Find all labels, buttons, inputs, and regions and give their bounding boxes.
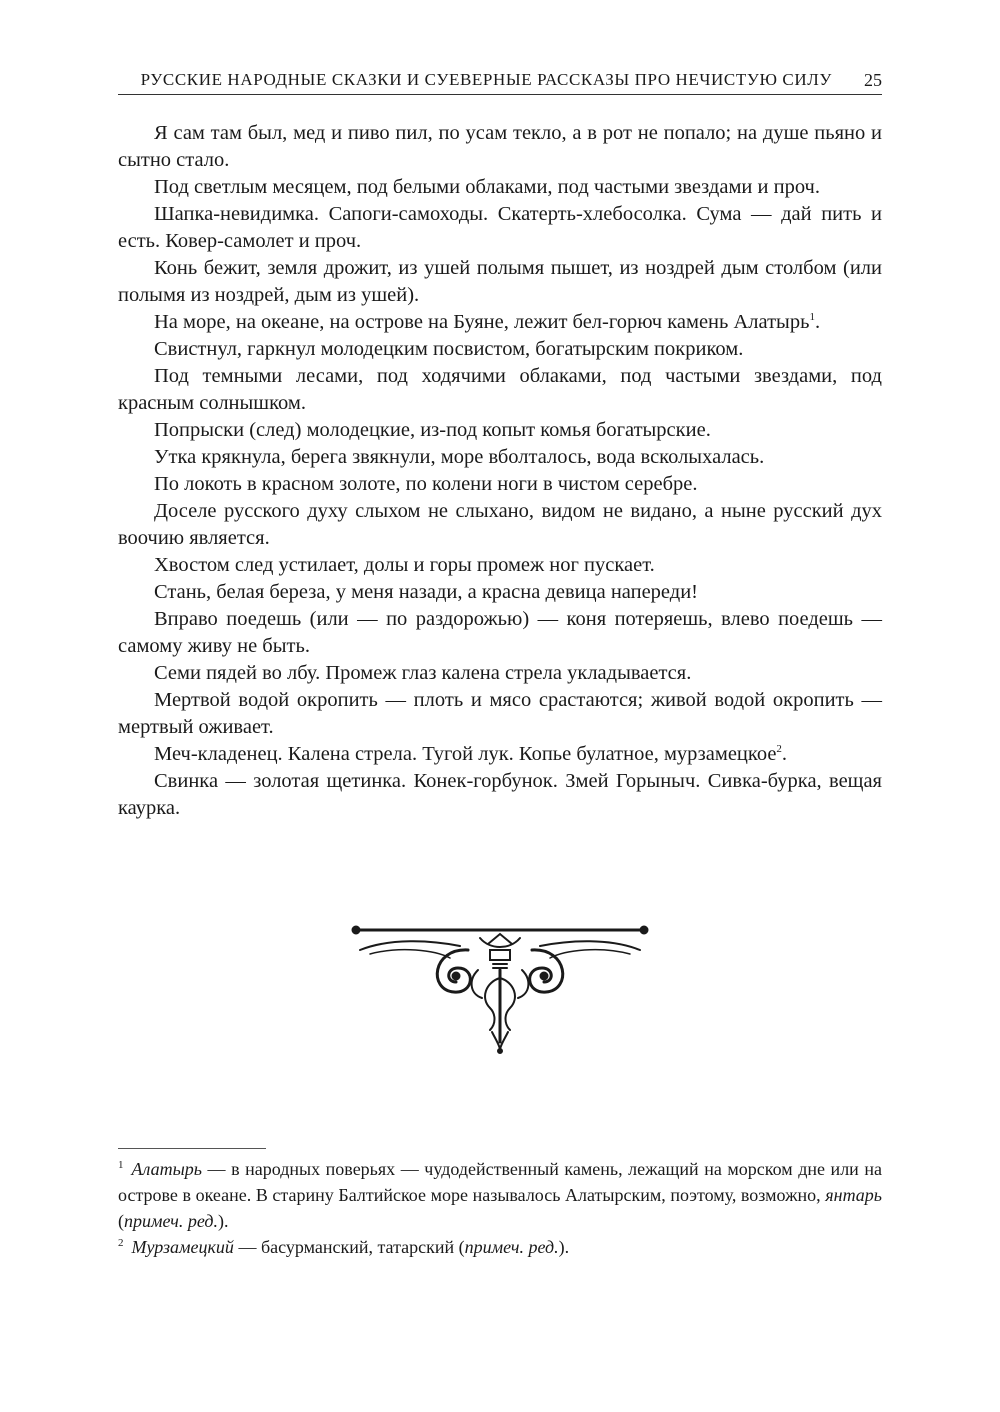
running-title: РУССКИЕ НАРОДНЫЕ СКАЗКИ И СУЕВЕРНЫЕ РАССКАЗЫ ПРО НЕЧИСТУЮ СИЛУ: [140, 70, 832, 89]
footnote: $^1$ Алатырь — в народных поверьях — чудодейственный камень, лежащий на морском дне или на острове в океане. В старину Балтийское море называлось Алатырским, поэтому, возможно, янтарь (примеч. ред.).: [118, 1159, 882, 1231]
paragraph: Попрыски (след) молодецкие, из-под копыт комья богатырские.: [154, 419, 711, 441]
paragraph: Свинка — золотая щетинка. Конек-горбунок. Змей Горыныч. Сивка-бурка, вещая каурка.: [118, 770, 882, 819]
footnote-ref[interactable]: 1: [809, 311, 815, 324]
paragraph: Доселе русского духу слыхом не слыхано, видом не видано, а ныне русский дух воочию является.: [118, 500, 882, 549]
paragraph: По локоть в красном золоте, по колени ноги в чистом серебре.: [154, 473, 698, 495]
paragraph: Хвостом след устилает, долы и горы промеж ног пускает.: [154, 554, 655, 576]
paragraph: На море, на океане, на острове на Буяне, лежит бел-горюч камень Алатырь$^1$.: [154, 311, 821, 333]
header-rule: [118, 94, 882, 95]
running-head: [118, 70, 882, 92]
footnote-mark: 1: [118, 1159, 124, 1171]
footnotes: [118, 1156, 882, 1260]
footnote-term: Мурзамецкий: [131, 1237, 234, 1257]
footnote-ref[interactable]: 2: [776, 743, 782, 756]
ornament-vignette-icon: [350, 920, 650, 1055]
footnote-mark: 2: [118, 1237, 124, 1249]
paragraph: Конь бежит, земля дрожит, из ушей полымя пышет, из ноздрей дым столбом (или полымя из ноздрей, дым из ушей).: [118, 257, 882, 306]
paragraph: Под темными лесами, под ходячими облаками, под частыми звездами, под красным солнышком.: [118, 365, 882, 414]
page-number: 25: [864, 70, 882, 90]
paragraph: Мертвой водой окропить — плоть и мясо срастаются; живой водой окропить — мертвый оживает.: [118, 689, 882, 738]
paragraph: Стань, белая береза, у меня назади, а красна девица напереди!: [154, 581, 698, 603]
footnote-term: Алатырь: [131, 1159, 202, 1179]
paragraph: Вправо поедешь (или — по раздорожью) — коня потеряешь, влево поедешь — самому живу не быть.: [118, 608, 882, 657]
paragraph: Свистнул, гаркнул молодецким посвистом, богатырским покриком.: [154, 338, 744, 360]
paragraph: Семи пядей во лбу. Промеж глаз калена стрела укладывается.: [154, 662, 692, 684]
paragraph: Я сам там был, мед и пиво пил, по усам текло, а в рот не попало; на душе пьяно и сытно стало.: [118, 122, 882, 171]
paragraph: Шапка-невидимка. Сапоги-самоходы. Скатерть-хлебосолка. Сума — дай пить и есть. Ковер-самолет и проч.: [118, 203, 882, 252]
paragraph: Меч-кладенец. Калена стрела. Тугой лук. Копье булатное, мурзамецкое$^2$.: [154, 743, 788, 765]
paragraph: Под светлым месяцем, под белыми облаками, под частыми звездами и проч.: [154, 176, 820, 198]
body-text: [118, 120, 882, 822]
paragraph: Утка крякнула, берега звякнули, море вболталось, вода всколыхалась.: [154, 446, 765, 468]
footnote-rule: [118, 1148, 266, 1149]
footnote: $^2$ Мурзамецкий — басурманский, татарский (примеч. ред.).: [118, 1237, 570, 1257]
